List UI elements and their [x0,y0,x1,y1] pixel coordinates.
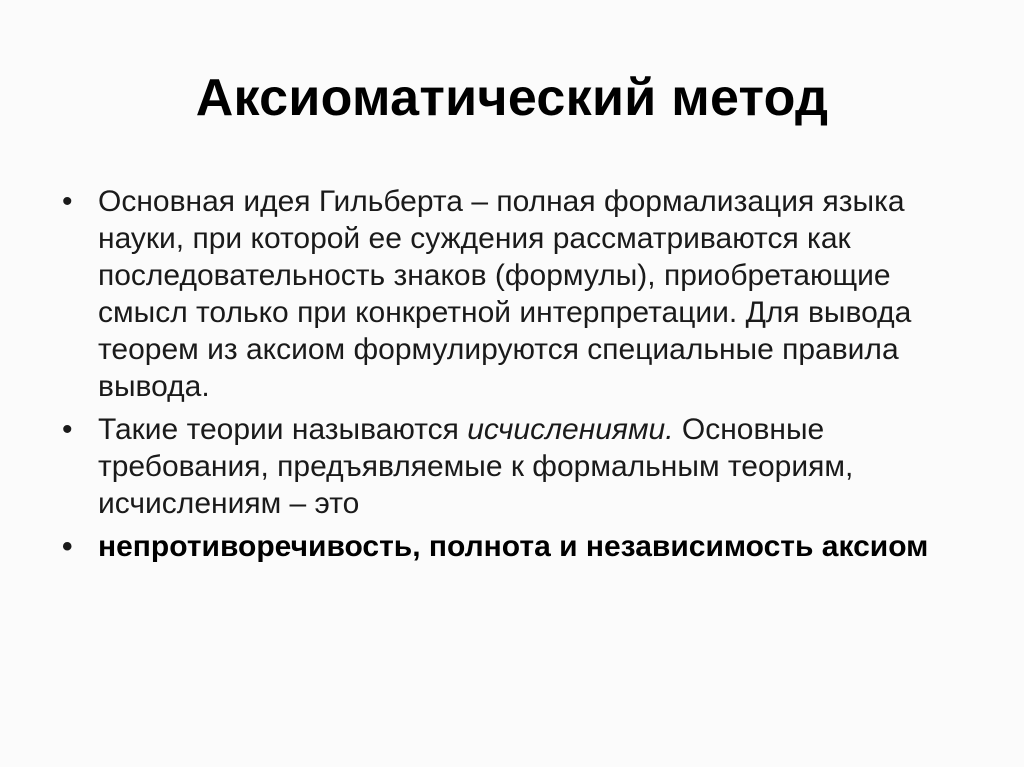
bullet-text-italic: исчислениями. [467,413,674,446]
bullet-item-calculi [62,411,982,522]
bullet-text-before: Такие теории называются [98,413,468,446]
bullet-text: непротиворечивость, полнота и независимость аксиом [98,530,929,563]
bullet-marker: • [62,530,73,563]
slide-title: Аксиоматический метод [195,69,829,127]
bullet-marker: • [62,413,73,446]
bullet-list [62,183,982,571]
bullet-text-after: Основные требования, предъявляемые к формальным теориям, исчислениям – это [98,413,854,520]
bullet-item-hilbert-idea [62,183,982,405]
bullet-item-requirements [62,528,982,565]
bullet-text: Основная идея Гильберта – полная формализация языка науки, при которой ее суждения рассматриваются как последовательность знаков (формулы), приобретающие смысл только при конкретной интерпретации. Для вывода теорем из аксиом формулируются специальные правила вывода. [98,185,912,403]
bullet-marker: • [62,185,73,218]
